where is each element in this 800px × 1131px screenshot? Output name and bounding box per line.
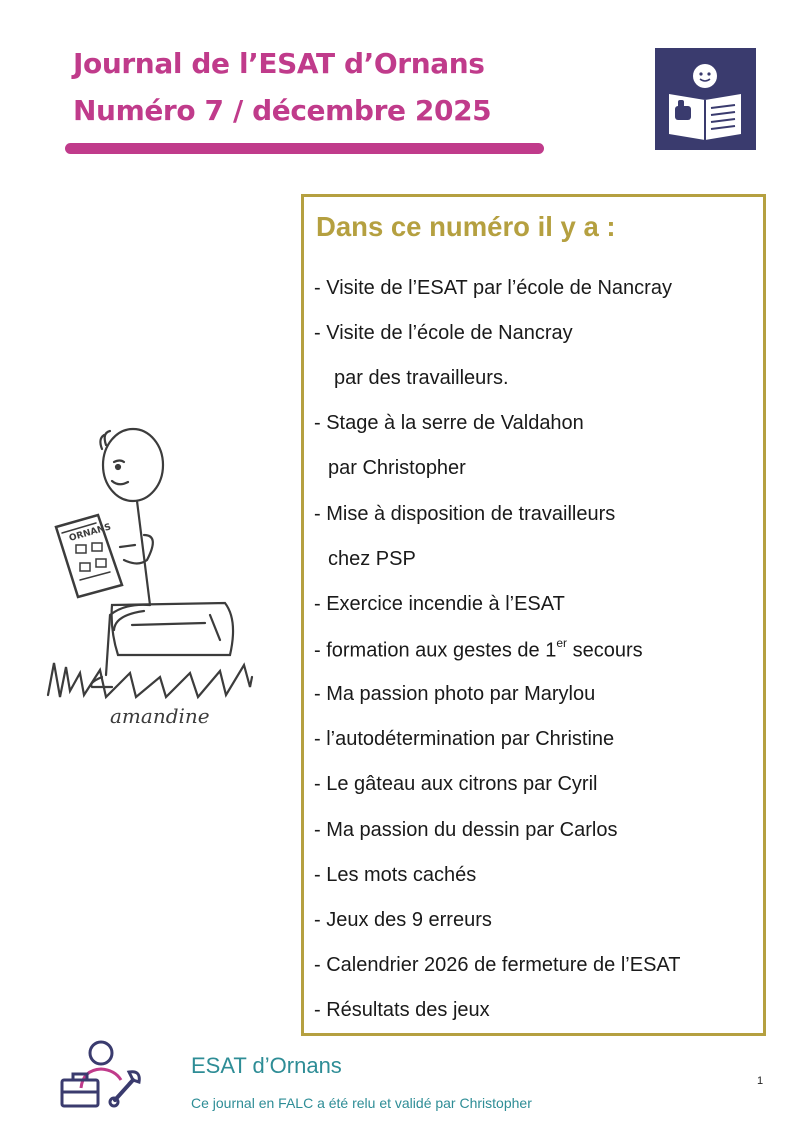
toc-item: - Le gâteau aux citrons par Cyril	[314, 773, 598, 795]
toc-item: - Résultats des jeux	[314, 999, 490, 1021]
table-of-contents-box	[301, 194, 766, 1036]
book-cover-text: ORNANS	[68, 522, 113, 544]
toc-item: - Mise à disposition de travailleurs	[314, 503, 616, 525]
toc-item: - Ma passion photo par Marylou	[314, 683, 596, 705]
toc-item: - Exercice incendie à l’ESAT	[314, 593, 565, 615]
toc-item-continuation: par des travailleurs.	[334, 367, 509, 389]
journal-title-line2: Numéro 7 / décembre 2025	[73, 94, 492, 127]
title-underline-divider	[65, 143, 544, 154]
toc-item: - Les mots cachés	[314, 864, 477, 886]
toc-item: - Ma passion du dessin par Carlos	[314, 819, 618, 841]
page-number: 1	[757, 1075, 764, 1087]
toc-item-continuation: chez PSP	[328, 548, 416, 570]
toc-item: - Jeux des 9 erreurs	[314, 909, 492, 931]
artist-signature: amandine	[110, 704, 210, 728]
worker-tools-icon	[57, 1036, 145, 1111]
ordinal-superscript: er	[556, 636, 568, 650]
toc-item: - l’autodétermination par Christine	[314, 728, 615, 750]
toc-item-text: secours	[572, 639, 643, 662]
journal-title	[73, 40, 491, 134]
toc-item: - Visite de l’ESAT par l’école de Nancray	[314, 277, 672, 299]
toc-item-continuation: par Christopher	[328, 457, 466, 479]
toc-item: - Stage à la serre de Valdahon	[314, 412, 584, 434]
toc-item-first-aid	[314, 638, 643, 663]
footer-organization-name: ESAT d’Ornans	[191, 1053, 342, 1078]
footer-validation-note: Ce journal en FALC a été relu et validé par Christopher	[191, 1095, 532, 1111]
toc-item: - Visite de l’école de Nancray	[314, 322, 573, 344]
journal-title-line1: Journal de l’ESAT d’Ornans	[73, 47, 485, 80]
reading-person-illustration	[40, 415, 270, 740]
toc-item-text: - formation aux gestes de 1	[314, 639, 557, 662]
toc-item: - Calendrier 2026 de fermeture de l’ESAT	[314, 954, 681, 976]
toc-heading: Dans ce numéro il y a :	[316, 211, 616, 242]
easy-to-read-logo-icon	[655, 48, 756, 150]
